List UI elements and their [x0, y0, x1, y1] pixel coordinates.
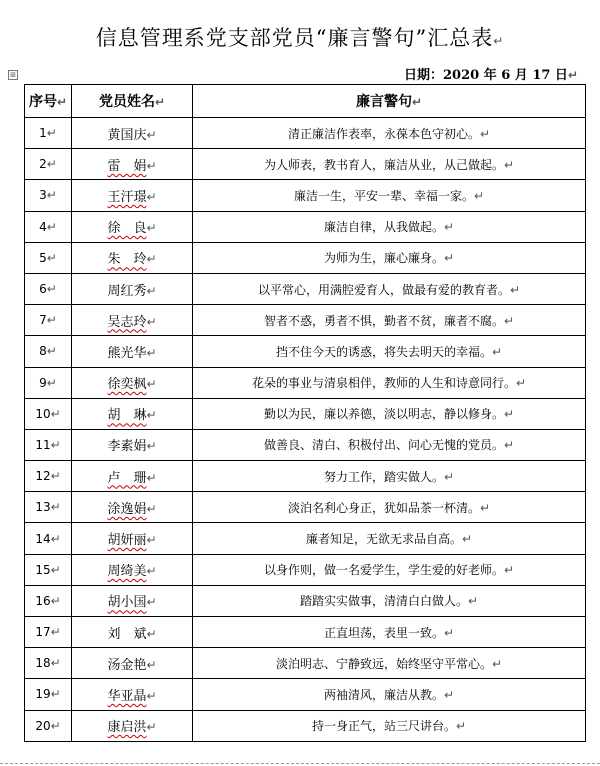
row-number: 15 [35, 562, 51, 577]
row-number: 10 [35, 406, 51, 421]
paragraph-mark-icon: ↵ [493, 34, 505, 48]
integrity-quote: 清正廉洁作表率，永葆本色守初心。 [287, 126, 480, 141]
paragraph-mark-icon: ↵ [46, 375, 57, 390]
member-name: 李素娟 [107, 439, 147, 455]
integrity-quote-cell [193, 617, 586, 648]
paragraph-mark-icon: ↵ [50, 531, 61, 546]
paragraph-mark-icon: ↵ [146, 314, 157, 329]
integrity-quote: 廉洁自律，从我做起。 [323, 220, 444, 235]
member-name: 卢 珊 [107, 470, 147, 486]
row-number: 17 [35, 625, 51, 640]
row-number-cell [25, 461, 72, 492]
integrity-quote: 做善良、清白、积极付出、问心无愧的党员。 [263, 438, 504, 453]
member-name-cell [72, 336, 193, 367]
member-name: 朱 玲 [107, 252, 147, 268]
row-number-cell [25, 305, 72, 336]
integrity-quote: 以平常心，用满腔爱育人，做最有爱的教育者。 [257, 282, 510, 297]
row-number-cell [25, 211, 72, 242]
page-bottom-rule [0, 763, 600, 764]
table-row [25, 679, 586, 710]
paragraph-mark-icon: ↵ [146, 127, 157, 142]
integrity-quote-cell [193, 211, 586, 242]
paragraph-mark-icon: ↵ [146, 626, 157, 641]
integrity-quote: 正直坦荡，表里一致。 [323, 625, 444, 640]
integrity-quote-cell [193, 429, 586, 460]
integrity-quote-cell [193, 679, 586, 710]
row-number: 8 [39, 344, 47, 359]
table-row [25, 242, 586, 273]
table-row [25, 461, 586, 492]
integrity-quote: 挡不住今天的诱惑，将失去明天的幸福。 [275, 344, 492, 359]
paragraph-mark-icon: ↵ [146, 688, 157, 703]
row-number-cell [25, 554, 72, 585]
row-number-cell [25, 648, 72, 679]
row-number: 16 [35, 593, 51, 608]
table-row [25, 492, 586, 523]
paragraph-mark-icon: ↵ [146, 595, 157, 610]
row-number: 11 [35, 437, 51, 452]
integrity-quote: 廉者知足，无欲无求品自高。 [305, 532, 462, 547]
paragraph-mark-icon: ↵ [146, 470, 157, 485]
member-name: 汤金艳 [107, 657, 147, 673]
row-number: 6 [39, 282, 47, 297]
integrity-quote-cell [193, 149, 586, 180]
paragraph-mark-icon: ↵ [46, 157, 57, 172]
paragraph-mark-icon: ↵ [146, 439, 157, 454]
paragraph-mark-icon: ↵ [46, 188, 57, 203]
integrity-quote-cell [193, 118, 586, 149]
row-number: 14 [35, 531, 51, 546]
member-name: 徐奕枫 [107, 377, 147, 393]
paragraph-mark-icon: ↵ [479, 500, 491, 515]
row-number: 18 [35, 656, 51, 671]
paragraph-mark-icon: ↵ [146, 377, 157, 392]
paragraph-mark-icon: ↵ [567, 68, 578, 82]
row-number-cell [25, 398, 72, 429]
row-number: 7 [39, 313, 47, 328]
paragraph-mark-icon: ↵ [146, 720, 157, 735]
member-name: 康启洪 [107, 720, 147, 736]
paragraph-mark-icon: ↵ [146, 408, 157, 423]
paragraph-mark-icon: ↵ [46, 250, 57, 265]
integrity-quote: 勤以为民，廉以养德，淡以明志，静以修身。 [263, 407, 504, 422]
member-name: 黄国庆 [107, 127, 147, 143]
member-name: 周红秀 [107, 283, 147, 299]
row-number-cell [25, 679, 72, 710]
paragraph-mark-icon: ↵ [491, 344, 503, 359]
row-number-cell [25, 429, 72, 460]
row-number: 5 [39, 250, 47, 265]
integrity-quote: 为人师表，教书育人，廉洁从业，从己做起。 [263, 157, 504, 172]
member-name-cell [72, 679, 193, 710]
member-name: 胡妍丽 [107, 533, 147, 549]
paragraph-mark-icon: ↵ [46, 219, 57, 234]
row-number: 9 [39, 375, 47, 390]
paragraph-mark-icon: ↵ [50, 593, 61, 608]
paragraph-mark-icon: ↵ [50, 437, 61, 452]
row-number: 4 [39, 219, 47, 234]
member-name-cell [72, 617, 193, 648]
paragraph-mark-icon: ↵ [479, 126, 491, 141]
table-row [25, 305, 586, 336]
row-number-cell [25, 492, 72, 523]
row-number-cell [25, 149, 72, 180]
document-title [0, 22, 600, 52]
paragraph-mark-icon: ↵ [46, 126, 57, 141]
table-row [25, 367, 586, 398]
member-name-cell [72, 648, 193, 679]
integrity-quote: 两袖清风，廉洁从教。 [323, 687, 444, 702]
title-text: 信息管理系党支部党员“廉言警句”汇总表 [95, 26, 494, 50]
member-name: 王汗璟 [107, 189, 147, 205]
member-name: 胡小国 [107, 595, 147, 611]
member-name-cell [72, 242, 193, 273]
member-name: 刘 斌 [107, 626, 147, 642]
integrity-quote-cell [193, 461, 586, 492]
member-name: 华亚晶 [107, 688, 147, 704]
paragraph-mark-icon: ↵ [443, 625, 455, 640]
table-row [25, 554, 586, 585]
table-row [25, 585, 586, 616]
integrity-quote-cell [193, 648, 586, 679]
member-name: 熊光华 [107, 345, 147, 361]
document-date [404, 64, 578, 83]
row-number-cell [25, 367, 72, 398]
member-name-cell [72, 710, 193, 741]
integrity-quote: 淡泊明志、宁静致远，始终坚守平常心。 [275, 656, 492, 671]
table-row [25, 336, 586, 367]
table-row [25, 273, 586, 304]
paragraph-mark-icon: ↵ [50, 469, 61, 484]
integrity-quote-cell [193, 492, 586, 523]
member-name-cell [72, 461, 193, 492]
row-number-cell [25, 585, 72, 616]
paragraph-mark-icon: ↵ [503, 313, 515, 328]
member-name-cell [72, 367, 193, 398]
table-move-handle-icon[interactable]: ⊞ [8, 70, 18, 80]
paragraph-mark-icon: ↵ [146, 221, 157, 236]
row-number: 2 [39, 157, 47, 172]
paragraph-mark-icon: ↵ [46, 282, 57, 297]
member-name: 吴志玲 [107, 314, 147, 330]
paragraph-mark-icon: ↵ [46, 344, 57, 359]
paragraph-mark-icon: ↵ [46, 313, 57, 328]
paragraph-mark-icon: ↵ [50, 406, 61, 421]
row-number-cell [25, 617, 72, 648]
row-number-cell [25, 242, 72, 273]
table-row [25, 118, 586, 149]
date-text: 日期：2020 年 6 月 17 日 [403, 68, 568, 83]
member-name-cell [72, 118, 193, 149]
header-quote: 廉言警句↵ [193, 85, 586, 118]
member-name-cell [72, 180, 193, 211]
paragraph-mark-icon: ↵ [50, 625, 61, 640]
row-number: 3 [39, 188, 47, 203]
integrity-quote-cell [193, 523, 586, 554]
integrity-quote: 智者不惑，勇者不惧，勤者不贫，廉者不腐。 [263, 313, 504, 328]
table-row [25, 648, 586, 679]
paragraph-mark-icon: ↵ [503, 407, 515, 422]
member-name: 周绮美 [107, 564, 147, 580]
integrity-quote: 以身作则，做一名爱学生，学生爱的好老师。 [263, 563, 504, 578]
integrity-quote-cell [193, 367, 586, 398]
integrity-quote: 踏踏实实做事，清清白白做人。 [299, 594, 468, 609]
paragraph-mark-icon: ↵ [146, 345, 157, 360]
row-number-cell [25, 273, 72, 304]
paragraph-mark-icon: ↵ [50, 656, 61, 671]
member-name-cell [72, 273, 193, 304]
integrity-quote-cell [193, 554, 586, 585]
paragraph-mark-icon: ↵ [50, 562, 61, 577]
paragraph-mark-icon: ↵ [443, 251, 455, 266]
table-row [25, 211, 586, 242]
header-name: 党员姓名↵ [72, 85, 193, 118]
integrity-quote: 淡泊名利心身正，犹如品茶一杯清。 [287, 500, 480, 515]
row-number-cell [25, 180, 72, 211]
integrity-quote-cell [193, 180, 586, 211]
row-number: 20 [35, 718, 51, 733]
member-name: 徐 良 [107, 221, 147, 237]
table-row [25, 710, 586, 741]
row-number: 19 [35, 687, 51, 702]
paragraph-mark-icon: ↵ [146, 283, 157, 298]
paragraph-mark-icon: ↵ [146, 533, 157, 548]
row-number-cell [25, 710, 72, 741]
paragraph-mark-icon: ↵ [473, 188, 485, 203]
member-name-cell [72, 149, 193, 180]
paragraph-mark-icon: ↵ [50, 500, 61, 515]
table-row [25, 149, 586, 180]
paragraph-mark-icon: ↵ [50, 687, 61, 702]
paragraph-mark-icon: ↵ [503, 438, 515, 453]
member-name-cell [72, 211, 193, 242]
row-number-cell [25, 523, 72, 554]
integrity-quote-cell [193, 336, 586, 367]
integrity-quote: 花朵的事业与清泉相伴，教师的人生和诗意同行。 [251, 376, 516, 391]
paragraph-mark-icon: ↵ [503, 157, 515, 172]
paragraph-mark-icon: ↵ [146, 564, 157, 579]
member-name-cell [72, 523, 193, 554]
member-name: 涂逸娟 [107, 501, 147, 517]
paragraph-mark-icon: ↵ [491, 656, 503, 671]
integrity-quote-cell [193, 242, 586, 273]
integrity-quote-cell [193, 585, 586, 616]
paragraph-mark-icon: ↵ [50, 718, 61, 733]
table-row [25, 398, 586, 429]
table-header-row [25, 85, 586, 118]
row-number: 1 [39, 126, 47, 141]
summary-table [24, 84, 586, 742]
integrity-quote-cell [193, 273, 586, 304]
paragraph-mark-icon: ↵ [503, 563, 515, 578]
paragraph-mark-icon: ↵ [455, 719, 467, 734]
integrity-quote: 廉洁一生，平安一辈、幸福一家。 [293, 188, 474, 203]
paragraph-mark-icon: ↵ [146, 252, 157, 267]
row-number-cell [25, 336, 72, 367]
table-row [25, 523, 586, 554]
integrity-quote-cell [193, 710, 586, 741]
paragraph-mark-icon: ↵ [509, 282, 521, 297]
paragraph-mark-icon: ↵ [443, 469, 455, 484]
paragraph-mark-icon: ↵ [461, 532, 473, 547]
paragraph-mark-icon: ↵ [515, 376, 527, 391]
integrity-quote-cell [193, 305, 586, 336]
paragraph-mark-icon: ↵ [146, 501, 157, 516]
row-number: 13 [35, 500, 51, 515]
paragraph-mark-icon: ↵ [467, 594, 479, 609]
paragraph-mark-icon: ↵ [146, 189, 157, 204]
integrity-quote: 持一身正气，站三尺讲台。 [311, 719, 456, 734]
header-number: 序号↵ [25, 85, 72, 118]
table-row [25, 429, 586, 460]
integrity-quote: 为师为生，廉心廉身。 [323, 251, 444, 266]
table-row [25, 617, 586, 648]
member-name-cell [72, 305, 193, 336]
row-number: 12 [35, 469, 51, 484]
member-name-cell [72, 492, 193, 523]
paragraph-mark-icon: ↵ [443, 687, 455, 702]
integrity-quote: 努力工作，踏实做人。 [323, 469, 444, 484]
member-name-cell [72, 398, 193, 429]
table-row [25, 180, 586, 211]
paragraph-mark-icon: ↵ [443, 220, 455, 235]
member-name-cell [72, 429, 193, 460]
paragraph-mark-icon: ↵ [146, 158, 157, 173]
row-number-cell [25, 118, 72, 149]
integrity-quote-cell [193, 398, 586, 429]
member-name-cell [72, 554, 193, 585]
member-name: 雷 娟 [107, 158, 147, 174]
member-name-cell [72, 585, 193, 616]
member-name: 胡 琳 [107, 408, 147, 424]
paragraph-mark-icon: ↵ [146, 657, 157, 672]
